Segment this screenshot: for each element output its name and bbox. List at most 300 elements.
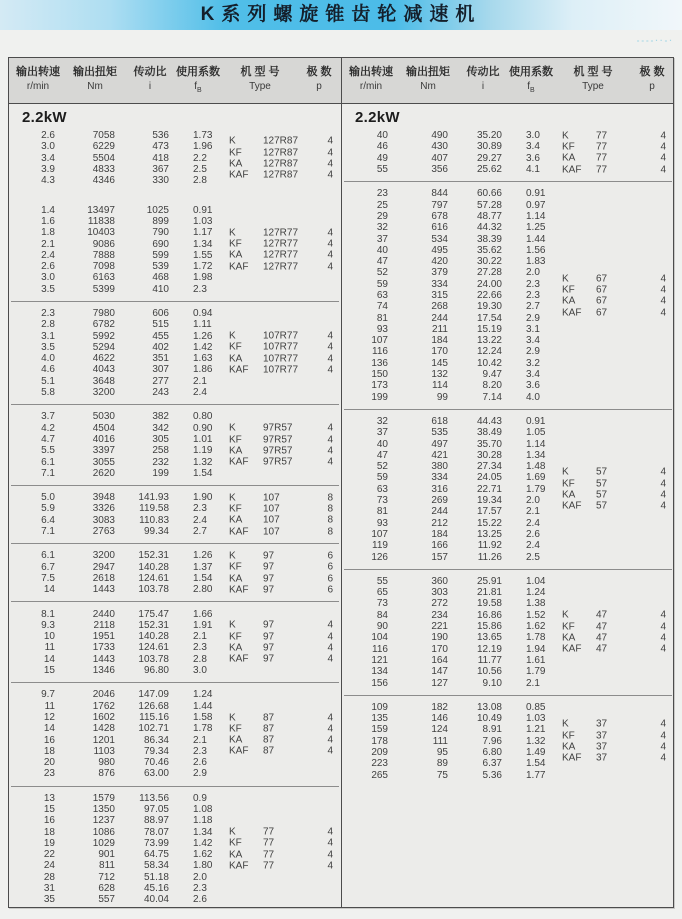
ratio-cell: 7.14 xyxy=(482,391,502,403)
output-torque-cell: 4043 xyxy=(92,364,115,376)
model-type-row xyxy=(229,261,335,272)
service-factor-cell: 1.94 xyxy=(526,643,546,655)
model-prefix-cell: KAF xyxy=(229,261,249,273)
poles-cell: 4 xyxy=(660,752,666,764)
output-speed-cell: 14 xyxy=(43,584,55,596)
model-type-row xyxy=(562,719,668,730)
output-speed-cell: 5.5 xyxy=(41,445,55,457)
output-torque-cell: 166 xyxy=(431,540,448,552)
output-torque-cell: 334 xyxy=(431,278,448,290)
poles-cell: 8 xyxy=(327,526,333,538)
model-number-cell: 97 xyxy=(263,561,275,573)
output-speed-cell: 7.5 xyxy=(41,572,55,584)
service-factor-cell: 2.3 xyxy=(193,883,207,895)
output-speed-cell: 16 xyxy=(43,734,55,746)
output-torque-cell: 7058 xyxy=(92,130,115,142)
model-type-row xyxy=(229,250,335,261)
poles-cell: 4 xyxy=(327,249,333,261)
output-speed-cell: 1.6 xyxy=(41,215,55,227)
service-factor-cell: 1.96 xyxy=(193,141,213,153)
service-factor-cell: 1.14 xyxy=(526,438,546,450)
service-factor-cell: 1.26 xyxy=(193,330,213,342)
model-type-row xyxy=(229,526,335,537)
output-speed-cell: 32 xyxy=(376,222,388,234)
column-header-output-speed: 输出转速 r/min xyxy=(349,66,393,92)
ratio-cell: 307 xyxy=(152,364,169,376)
output-speed-cell: 126 xyxy=(371,551,388,563)
ratio-cell: 606 xyxy=(152,308,169,319)
ratio-cell: 24.00 xyxy=(476,278,502,290)
model-type-row xyxy=(229,631,335,642)
model-prefix-cell: KF xyxy=(229,238,242,250)
output-speed-cell: 3.4 xyxy=(41,152,55,164)
model-type-block xyxy=(229,620,335,665)
spec-group xyxy=(342,574,674,691)
poles-cell: 4 xyxy=(660,741,666,753)
output-speed-cell: 2.8 xyxy=(41,319,55,331)
ratio-cell: 57.28 xyxy=(476,199,502,211)
table-row xyxy=(342,529,674,540)
model-prefix-cell: K xyxy=(562,718,569,730)
model-type-block xyxy=(562,130,668,175)
table-row xyxy=(9,700,341,711)
output-speed-cell: 31 xyxy=(43,883,55,895)
service-factor-cell: 3.0 xyxy=(526,130,540,142)
service-factor-cell: 2.4 xyxy=(193,514,207,526)
output-speed-cell: 90 xyxy=(376,621,388,633)
ratio-cell: 44.32 xyxy=(476,222,502,234)
output-torque-cell: 3648 xyxy=(92,375,115,387)
output-torque-cell: 212 xyxy=(431,517,448,529)
output-speed-cell: 2.1 xyxy=(41,238,55,250)
model-number-cell: 77 xyxy=(263,826,275,838)
model-number-cell: 107 xyxy=(263,492,280,504)
output-speed-cell: 9.3 xyxy=(41,619,55,631)
model-prefix-cell: KA xyxy=(229,514,243,526)
output-torque-cell: 797 xyxy=(431,199,448,211)
model-number-cell: 47 xyxy=(596,632,608,644)
output-torque-cell: 4016 xyxy=(92,433,115,445)
poles-cell: 4 xyxy=(327,619,333,631)
ratio-cell: 48.77 xyxy=(476,210,502,222)
model-number-cell: 127R87 xyxy=(263,135,299,147)
service-factor-cell: 1.03 xyxy=(193,215,213,227)
service-factor-cell: 0.80 xyxy=(193,411,213,423)
service-factor-cell: 2.3 xyxy=(193,745,207,757)
service-factor-cell: 1.03 xyxy=(526,713,546,725)
output-speed-cell: 136 xyxy=(371,357,388,369)
model-prefix-cell: KAF xyxy=(562,500,582,512)
ratio-cell: 468 xyxy=(152,272,169,284)
model-prefix-cell: K xyxy=(229,330,236,342)
table-row xyxy=(342,666,674,677)
model-number-cell: 107 xyxy=(263,526,280,538)
model-prefix-cell: KAF xyxy=(562,164,582,176)
model-prefix-cell: KAF xyxy=(229,169,249,181)
table-row xyxy=(9,284,341,295)
service-factor-cell: 2.0 xyxy=(526,267,540,279)
output-torque-cell: 4622 xyxy=(92,353,115,365)
ratio-cell: 8.91 xyxy=(482,724,502,736)
output-torque-cell: 127 xyxy=(431,677,448,689)
model-type-row xyxy=(562,478,668,489)
output-torque-cell: 3397 xyxy=(92,445,115,457)
model-number-cell: 127R77 xyxy=(263,238,299,250)
model-number-cell: 127R77 xyxy=(263,261,299,273)
table-row xyxy=(342,427,674,438)
ratio-cell: 19.30 xyxy=(476,301,502,313)
service-factor-cell: 2.3 xyxy=(526,278,540,290)
service-factor-cell: 2.1 xyxy=(193,375,207,387)
output-torque-cell: 75 xyxy=(436,769,448,781)
service-factor-cell: 1.14 xyxy=(526,210,546,222)
output-speed-cell: 24 xyxy=(43,860,55,872)
model-type-row xyxy=(229,515,335,526)
output-speed-cell: 119 xyxy=(372,540,388,552)
ratio-cell: 16.86 xyxy=(476,609,502,621)
model-type-row xyxy=(562,307,668,318)
output-torque-cell: 2947 xyxy=(92,561,115,573)
table-row xyxy=(9,872,341,883)
table-row xyxy=(9,894,341,905)
poles-cell: 4 xyxy=(660,164,666,176)
model-number-cell: 107R77 xyxy=(263,341,299,353)
ratio-cell: 243 xyxy=(152,387,169,399)
poles-cell: 4 xyxy=(327,227,333,239)
table-row xyxy=(342,677,674,688)
model-number-cell: 97 xyxy=(263,653,275,665)
poles-cell: 4 xyxy=(327,169,333,181)
poles-cell: 4 xyxy=(660,284,666,296)
output-torque-cell: 3200 xyxy=(92,387,115,399)
model-number-cell: 87 xyxy=(263,745,275,757)
ratio-cell: 11.77 xyxy=(477,654,502,666)
ratio-cell: 115.16 xyxy=(139,711,169,723)
model-prefix-cell: KF xyxy=(562,621,575,633)
table-row xyxy=(9,815,341,826)
group-gap xyxy=(9,188,341,202)
spec-group xyxy=(9,306,341,400)
output-torque-cell: 1951 xyxy=(92,631,115,643)
output-torque-cell: 164 xyxy=(431,654,448,666)
table-row xyxy=(342,369,674,380)
output-torque-cell: 5504 xyxy=(92,152,115,164)
output-speed-cell: 7.1 xyxy=(41,467,55,479)
output-torque-cell: 497 xyxy=(431,438,448,450)
service-factor-cell: 1.72 xyxy=(193,261,213,273)
model-prefix-cell: K xyxy=(229,550,236,562)
group-separator xyxy=(11,786,339,787)
model-number-cell: 77 xyxy=(263,849,275,861)
service-factor-cell: 2.1 xyxy=(526,506,540,518)
model-prefix-cell: KF xyxy=(229,503,242,515)
service-factor-cell: 1.37 xyxy=(193,561,213,573)
ratio-cell: 11.92 xyxy=(477,540,502,552)
model-type-block xyxy=(562,467,668,512)
output-speed-cell: 135 xyxy=(371,713,388,725)
output-speed-cell: 47 xyxy=(376,256,388,268)
service-factor-cell: 1.80 xyxy=(193,860,213,872)
output-speed-cell: 1.8 xyxy=(41,227,55,239)
service-factor-cell: 2.7 xyxy=(526,301,540,313)
ratio-cell: 1025 xyxy=(146,204,169,216)
model-number-cell: 67 xyxy=(596,273,608,285)
service-factor-cell: 1.01 xyxy=(193,433,213,445)
output-speed-cell: 81 xyxy=(376,506,388,518)
model-prefix-cell: KAF xyxy=(229,745,249,757)
service-factor-cell: 1.04 xyxy=(526,575,546,587)
poles-cell: 4 xyxy=(660,306,666,318)
model-prefix-cell: KA xyxy=(229,445,243,457)
model-number-cell: 37 xyxy=(596,718,608,730)
model-type-block xyxy=(562,719,668,764)
ratio-cell: 175.47 xyxy=(138,608,169,620)
service-factor-cell: 1.42 xyxy=(193,837,213,849)
output-speed-cell: 47 xyxy=(376,449,388,461)
model-type-row xyxy=(229,573,335,584)
output-speed-cell: 40 xyxy=(376,438,388,450)
poles-cell: 4 xyxy=(327,837,333,849)
output-torque-cell: 1602 xyxy=(92,711,115,723)
output-speed-cell: 109 xyxy=(371,701,388,713)
service-factor-cell: 1.90 xyxy=(193,492,213,504)
ratio-cell: 17.54 xyxy=(476,312,502,324)
ratio-cell: 539 xyxy=(152,261,169,273)
output-torque-cell: 1428 xyxy=(92,723,115,735)
service-factor-cell: 3.6 xyxy=(526,380,540,392)
output-torque-cell: 356 xyxy=(431,164,448,176)
ratio-cell: 410 xyxy=(152,283,169,295)
service-factor-cell: 1.26 xyxy=(193,550,213,562)
output-speed-cell: 15 xyxy=(43,665,55,677)
model-number-cell: 107 xyxy=(263,514,280,526)
poles-cell: 4 xyxy=(327,826,333,838)
output-speed-cell: 7.1 xyxy=(41,526,55,538)
table-row xyxy=(342,587,674,598)
model-prefix-cell: KAF xyxy=(229,653,249,665)
output-speed-cell: 121 xyxy=(371,654,388,666)
spec-group xyxy=(342,700,674,783)
poles-cell: 4 xyxy=(327,158,333,170)
model-type-row xyxy=(229,746,335,757)
poles-cell: 6 xyxy=(327,561,333,573)
service-factor-cell: 1.56 xyxy=(526,244,546,256)
output-torque-cell: 420 xyxy=(431,256,448,268)
model-type-block xyxy=(562,610,668,655)
ratio-cell: 51.18 xyxy=(143,871,169,883)
output-torque-cell: 876 xyxy=(98,768,115,780)
table-row xyxy=(342,702,674,713)
output-torque-cell: 901 xyxy=(98,849,115,861)
column-header-poles: 极 数 p xyxy=(306,66,332,92)
output-torque-cell: 7888 xyxy=(92,249,115,261)
groups-left xyxy=(9,128,341,908)
output-torque-cell: 269 xyxy=(431,495,448,507)
group-separator xyxy=(344,409,672,410)
output-speed-cell: 84 xyxy=(376,609,388,621)
ratio-cell: 536 xyxy=(152,130,169,142)
model-type-row xyxy=(229,642,335,653)
ratio-cell: 44.43 xyxy=(476,415,502,427)
model-type-row xyxy=(229,170,335,181)
model-type-block xyxy=(229,826,335,871)
model-number-cell: 107R77 xyxy=(263,353,299,365)
model-number-cell: 57 xyxy=(596,489,608,501)
service-factor-cell: 2.2 xyxy=(193,152,207,164)
service-factor-cell: 3.4 xyxy=(526,369,540,381)
output-speed-cell: 2.6 xyxy=(41,261,55,273)
output-torque-cell: 4346 xyxy=(92,175,115,187)
ratio-cell: 22.71 xyxy=(476,483,502,495)
model-prefix-cell: K xyxy=(562,273,569,285)
table-row xyxy=(9,387,341,398)
power-rating-right: 2.2kW xyxy=(355,109,400,126)
model-type-block xyxy=(229,330,335,375)
table-row xyxy=(342,188,674,199)
service-factor-cell: 1.52 xyxy=(526,609,546,621)
spec-group xyxy=(9,202,341,296)
output-torque-cell: 10403 xyxy=(87,227,115,239)
model-type-row xyxy=(562,141,668,152)
output-speed-cell: 6.4 xyxy=(41,514,55,526)
service-factor-cell: 1.98 xyxy=(193,272,213,284)
output-speed-cell: 25 xyxy=(376,199,388,211)
ratio-cell: 351 xyxy=(152,353,169,365)
poles-cell: 4 xyxy=(327,147,333,159)
model-type-row xyxy=(562,130,668,141)
service-factor-cell: 2.1 xyxy=(193,631,207,643)
ratio-cell: 103.78 xyxy=(138,584,169,596)
model-number-cell: 77 xyxy=(596,130,608,142)
model-type-row xyxy=(229,860,335,871)
ratio-cell: 258 xyxy=(152,445,169,457)
table-row xyxy=(9,757,341,768)
output-speed-cell: 223 xyxy=(371,758,388,770)
model-prefix-cell: K xyxy=(229,492,236,504)
ratio-cell: 330 xyxy=(152,175,169,187)
output-speed-cell: 3.0 xyxy=(41,141,55,153)
output-torque-cell: 380 xyxy=(431,461,448,473)
output-torque-cell: 303 xyxy=(431,587,448,599)
output-speed-cell: 52 xyxy=(376,461,388,473)
service-factor-cell: 1.42 xyxy=(193,341,213,353)
group-separator xyxy=(344,569,672,570)
output-speed-cell: 2.6 xyxy=(41,130,55,142)
model-number-cell: 127R77 xyxy=(263,227,299,239)
output-speed-cell: 3.5 xyxy=(41,341,55,353)
ratio-cell: 119.58 xyxy=(139,503,169,515)
model-prefix-cell: KA xyxy=(229,158,243,170)
table-row xyxy=(9,689,341,700)
service-factor-cell: 1.54 xyxy=(526,758,546,770)
model-number-cell: 107R77 xyxy=(263,330,299,342)
ratio-cell: 63.00 xyxy=(143,768,169,780)
output-speed-cell: 4.0 xyxy=(41,353,55,365)
ratio-cell: 305 xyxy=(152,433,169,445)
output-speed-cell: 1.4 xyxy=(41,204,55,216)
model-type-row xyxy=(229,734,335,745)
service-factor-cell: 1.55 xyxy=(193,249,213,261)
service-factor-cell: 0.91 xyxy=(193,204,213,216)
service-factor-cell: 1.11 xyxy=(193,319,212,331)
ratio-cell: 342 xyxy=(152,422,169,434)
service-factor-cell: 2.6 xyxy=(193,757,207,769)
service-factor-cell: 0.9 xyxy=(193,792,207,804)
model-number-cell: 47 xyxy=(596,621,608,633)
model-type-row xyxy=(229,838,335,849)
service-factor-cell: 3.0 xyxy=(193,665,207,677)
ratio-cell: 152.31 xyxy=(138,619,169,631)
model-type-row xyxy=(562,621,668,632)
output-torque-cell: 1762 xyxy=(92,700,115,712)
table-row xyxy=(342,450,674,461)
model-type-row xyxy=(229,620,335,631)
output-speed-cell: 3.7 xyxy=(41,411,55,423)
poles-cell: 4 xyxy=(327,849,333,861)
model-type-row xyxy=(562,164,668,175)
output-torque-cell: 1029 xyxy=(92,837,115,849)
service-factor-cell: 2.3 xyxy=(193,503,207,515)
output-speed-cell: 13 xyxy=(43,792,55,804)
ratio-cell: 899 xyxy=(152,215,169,227)
service-factor-cell: 3.6 xyxy=(526,152,540,164)
ratio-cell: 99.34 xyxy=(143,526,169,538)
poles-cell: 4 xyxy=(327,135,333,147)
output-torque-cell: 3200 xyxy=(92,550,115,562)
output-speed-cell: 40 xyxy=(376,244,388,256)
output-torque-cell: 170 xyxy=(431,346,448,358)
ratio-cell: 382 xyxy=(152,411,169,423)
output-speed-cell: 5.9 xyxy=(41,503,55,515)
group-separator xyxy=(344,695,672,696)
ratio-cell: 277 xyxy=(152,375,169,387)
model-type-block xyxy=(229,492,335,537)
service-factor-cell: 3.1 xyxy=(526,323,540,335)
ratio-cell: 690 xyxy=(152,238,169,250)
output-torque-cell: 221 xyxy=(431,621,448,633)
output-speed-cell: 63 xyxy=(376,483,388,495)
ratio-cell: 15.86 xyxy=(476,621,502,633)
service-factor-cell: 1.38 xyxy=(526,598,546,610)
output-speed-cell: 4.6 xyxy=(41,364,55,376)
ratio-cell: 790 xyxy=(152,227,169,239)
model-prefix-cell: KA xyxy=(229,849,243,861)
output-speed-cell: 73 xyxy=(376,598,388,610)
model-number-cell: 97R57 xyxy=(263,445,293,457)
ratio-cell: 199 xyxy=(152,467,169,479)
poles-cell: 4 xyxy=(660,621,666,633)
output-speed-cell: 104 xyxy=(371,632,388,644)
output-speed-cell: 5.8 xyxy=(41,387,55,399)
output-torque-cell: 1579 xyxy=(92,792,115,804)
model-type-row xyxy=(229,654,335,665)
ratio-cell: 147.09 xyxy=(138,689,169,701)
ratio-cell: 88.97 xyxy=(143,815,169,827)
service-factor-cell: 2.0 xyxy=(526,495,540,507)
service-factor-cell: 0.91 xyxy=(526,415,546,427)
output-speed-cell: 19 xyxy=(43,837,55,849)
output-speed-cell: 35 xyxy=(43,894,55,906)
model-prefix-cell: KF xyxy=(229,631,242,643)
output-torque-cell: 616 xyxy=(431,222,448,234)
model-type-row xyxy=(229,723,335,734)
poles-cell: 4 xyxy=(660,500,666,512)
table-row xyxy=(342,655,674,666)
column-header-ratio: 传动比 i xyxy=(466,66,500,92)
output-speed-cell: 2.3 xyxy=(41,308,55,319)
poles-cell: 4 xyxy=(660,643,666,655)
ratio-cell: 9.10 xyxy=(482,677,502,689)
